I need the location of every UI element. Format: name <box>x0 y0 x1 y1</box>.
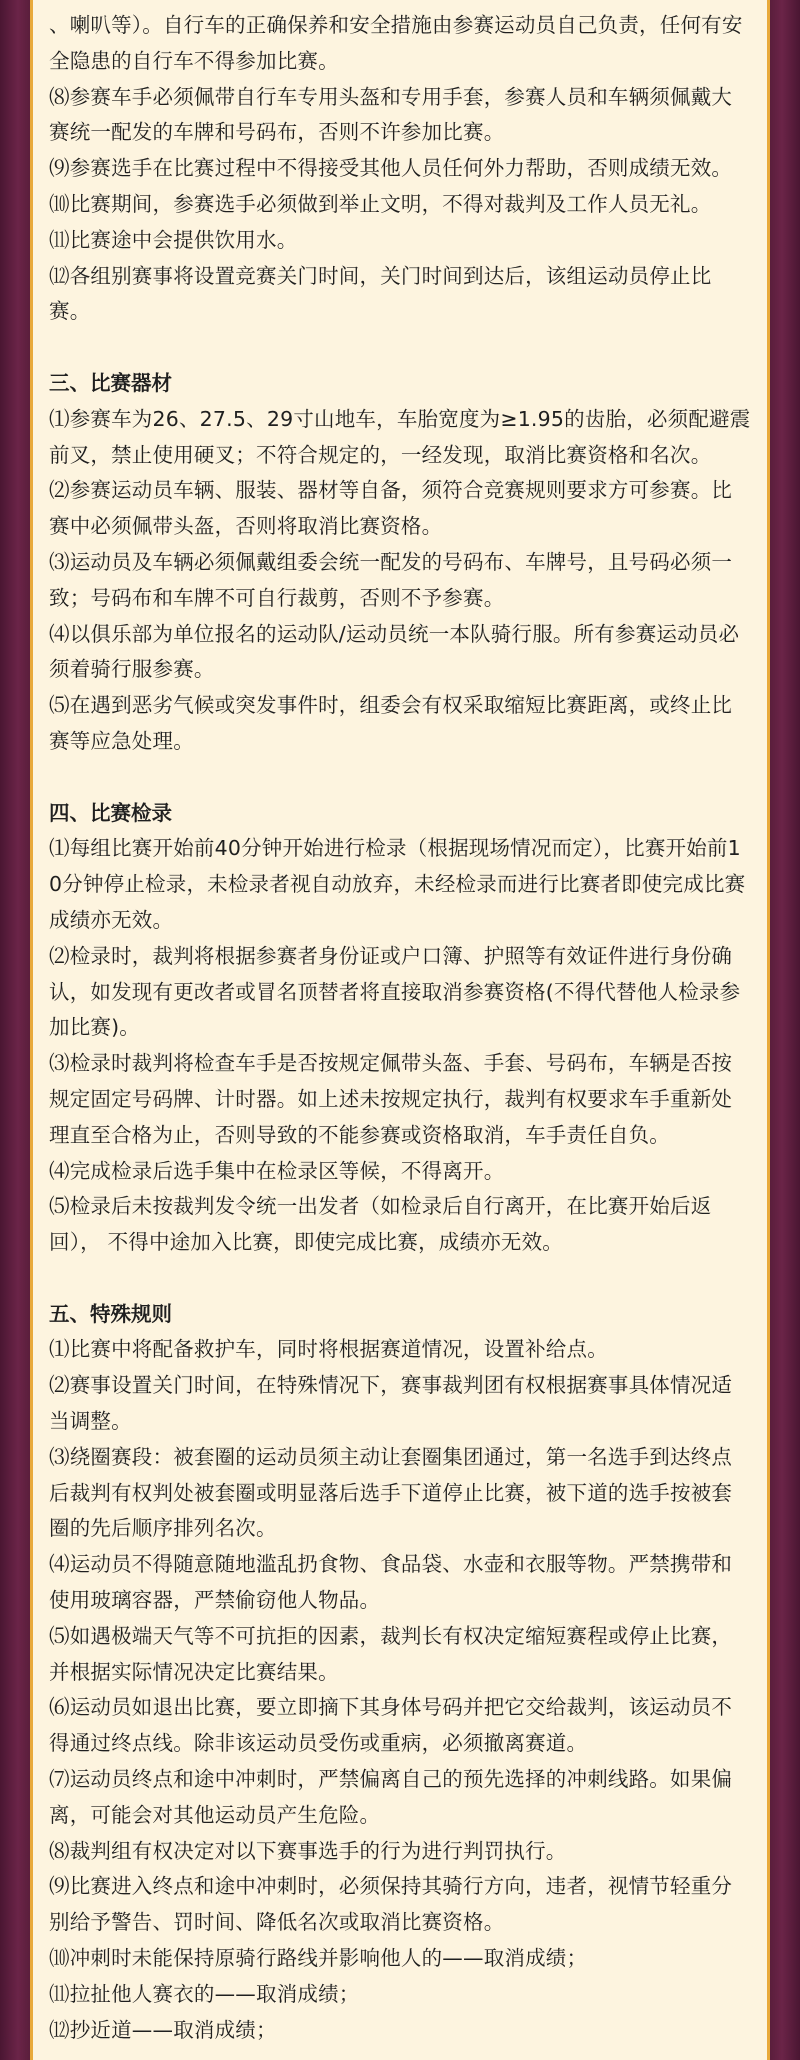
checkin-rule-1: ⑴每组比赛开始前40分钟开始进行检录（根据现场情况而定），比赛开始前10分钟停止检录，未检录者视自动放弃，未经检录而进行比赛者即使完成比赛成绩亦无效。 <box>49 836 746 932</box>
special-rule-10: ⑽冲刺时未能保持原骑行路线并影响他人的——取消成绩； <box>49 1946 588 1971</box>
rules-document-panel <box>30 0 770 2060</box>
equipment-rule-3: ⑶运动员及车辆必须佩戴组委会统一配发的号码布、车牌号，且号码必须一致；号码布和车牌不可自行裁剪，否则不予参赛。 <box>49 549 733 610</box>
special-rule-7: ⑺运动员终点和途中冲刺时，严禁偏离自己的预先选择的冲刺线路。如果偏离，可能会对其他运动员产生危险。 <box>49 1767 733 1827</box>
checkin-rule-4: ⑷完成检录后选手集中在检录区等候，不得离开。 <box>49 1158 505 1183</box>
equipment-rule-4: ⑷以俱乐部为单位报名的运动队/运动员统一本队骑行服。所有参赛运动员必须着骑行服参赛。 <box>49 621 740 682</box>
special-rule-2: ⑵赛事设置关门时间，在特殊情况下，赛事裁判团有权根据赛事具体情况适当调整。 <box>49 1373 733 1434</box>
equipment-rule-1: ⑴参赛车为26、27.5、29寸山地车，车胎宽度为≥1.95的齿胎，必须配避震前叉，禁止使用硬叉；不符合规定的，一经发现，取消比赛资格和名次。 <box>49 406 751 467</box>
special-rule-5: ⑸如遇极端天气等不可抗拒的因素，裁判长有权决定缩短赛程或停止比赛，并根据实际情况决定比赛结果。 <box>49 1623 733 1684</box>
special-rule-8: ⑻裁判组有权决定对以下赛事选手的行为进行判罚执行。 <box>49 1838 567 1863</box>
intro-rule-8: ⑻参赛车手必须佩带自行车专用头盔和专用手套，参赛人员和车辆须佩戴大赛统一配发的车牌和号码布，否则不许参加比赛。 <box>49 84 733 145</box>
special-rule-9: ⑼比赛进入终点和途中冲刺时，必须保持其骑行方向，违者，视情节轻重分别给予警告、罚时间、降低名次或取消比赛资格。 <box>49 1874 733 1935</box>
intro-rule-9: ⑼参赛选手在比赛过程中不得接受其他人员任何外力帮助，否则成绩无效。 <box>49 156 733 181</box>
section-spacer <box>49 760 751 796</box>
intro-rule-12: ⑿各组别赛事将设置竞赛关门时间，关门时间到达后，该组运动员停止比赛。 <box>49 263 712 324</box>
right-decorative-frame <box>770 0 800 2060</box>
intro-rule-10: ⑽比赛期间，参赛选手必须做到举止文明，不得对裁判及工作人员无礼。 <box>49 191 712 216</box>
checkin-rule-3: ⑶检录时裁判将检查车手是否按规定佩带头盔、手套、号码布，车辆是否按规定固定号码牌、计时器。如上述未按规定执行，裁判有权要求车手重新处理直至合格为止，否则导致的不能参赛或资格取消，车手责任自负。 <box>49 1051 733 1147</box>
special-rule-6: ⑹运动员如退出比赛，要立即摘下其身体号码并把它交给裁判，该运动员不得通过终点线。除非该运动员受伤或重病，必须撤离赛道。 <box>49 1695 733 1756</box>
special-rule-4: ⑷运动员不得随意随地滥乱扔食物、食品袋、水壶和衣服等物。严禁携带和使用玻璃容器，严禁偷窃他人物品。 <box>49 1552 733 1613</box>
section-title-special-rules: 五、特殊规则 <box>49 1301 172 1326</box>
section-title-equipment: 三、比赛器材 <box>49 370 172 395</box>
section-title-checkin: 四、比赛检录 <box>49 800 172 825</box>
left-decorative-frame <box>0 0 30 2060</box>
intro-paragraph: 、喇叭等）。自行车的正确保养和安全措施由参赛运动员自己负责，任何有安全隐患的自行车不得参加比赛。 <box>49 13 743 73</box>
special-rule-1: ⑴比赛中将配备救护车，同时将根据赛道情况，设置补给点。 <box>49 1337 608 1362</box>
special-rule-11: ⑾拉扯他人赛衣的——取消成绩； <box>49 1981 360 2006</box>
equipment-rule-5: ⑸在遇到恶劣气候或突发事件时，组委会有权采取缩短比赛距离，或终止比赛等应急处理。 <box>49 693 733 753</box>
section-spacer <box>49 330 751 366</box>
special-rule-12: ⑿抄近道——取消成绩； <box>49 2017 277 2042</box>
checkin-rule-5: ⑸检录后未按裁判发令统一出发者（如检录后自行离开，在比赛开始后返回）， 不得中途加入比赛，即使完成比赛，成绩亦无效。 <box>49 1194 712 1255</box>
section-spacer <box>49 1261 751 1297</box>
checkin-rule-2: ⑵检录时，裁判将根据参赛者身份证或户口簿、护照等有效证件进行身份确认，如发现有更改者或冒名顶替者将直接取消参赛资格(不得代替他人检录参加比赛)。 <box>49 943 741 1040</box>
intro-rule-11: ⑾比赛途中会提供饮用水。 <box>49 227 298 252</box>
equipment-rule-2: ⑵参赛运动员车辆、服装、器材等自备，须符合竞赛规则要求方可参赛。比赛中必须佩带头盔，否则将取消比赛资格。 <box>49 478 733 539</box>
special-rule-3: ⑶绕圈赛段：被套圈的运动员须主动让套圈集团通过，第一名选手到达终点后裁判有权判处被套圈或明显落后选手下道停止比赛，被下道的选手按被套圈的先后顺序排列名次。 <box>49 1444 733 1541</box>
